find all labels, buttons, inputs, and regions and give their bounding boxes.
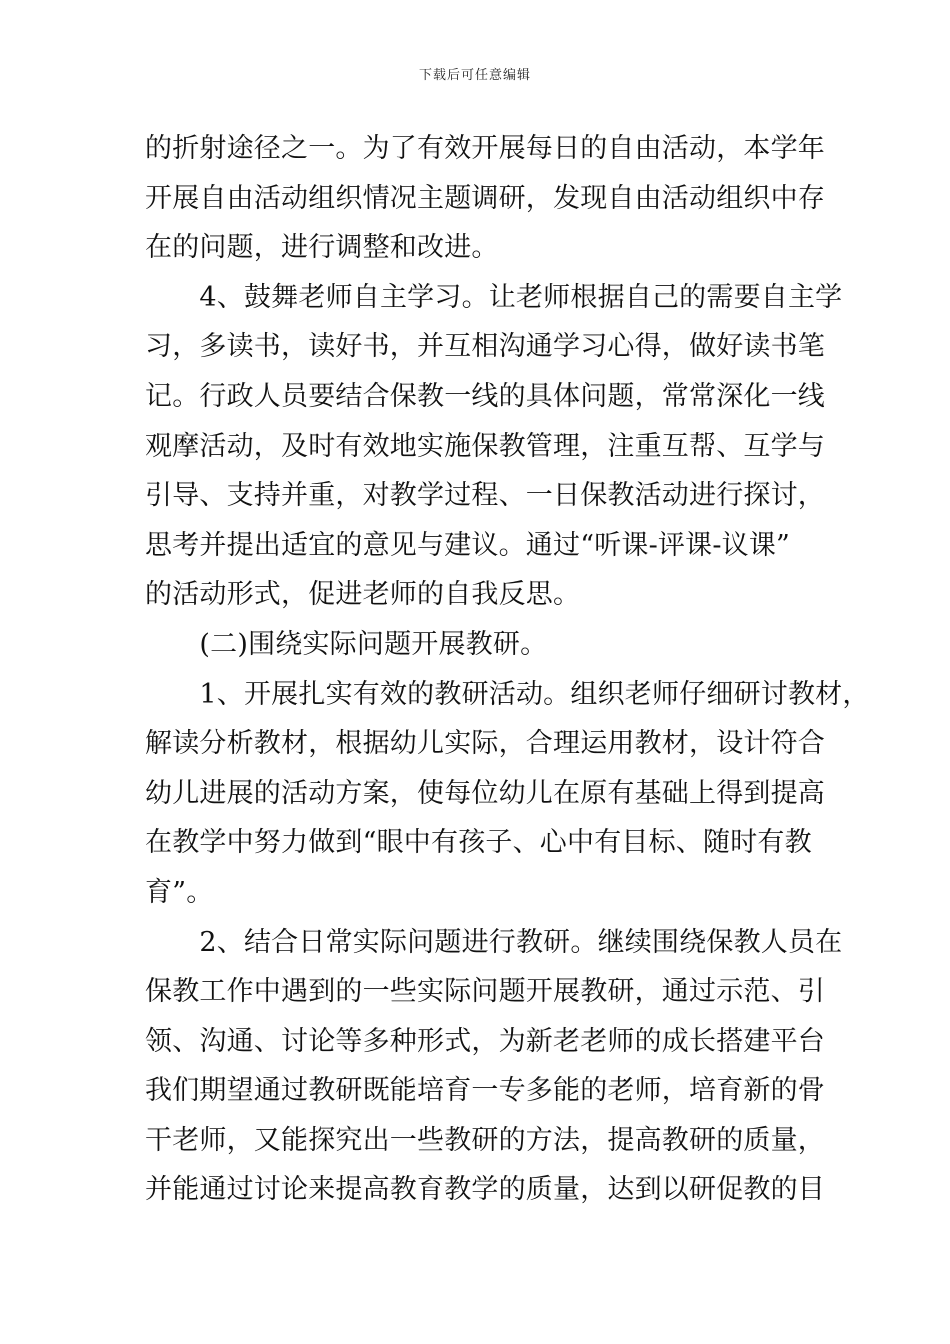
text-line: 2、结合日常实际问题进行教研。继续围绕保教人员在 — [145, 926, 843, 958]
document-body — [145, 124, 870, 1215]
text-line: 在的问题，进行调整和改进。 — [145, 232, 499, 264]
text-line: 幼儿进展的活动方案，使每位幼儿在原有基础上得到提高 — [145, 777, 825, 809]
text-line: 观摩活动，及时有效地实施保教管理，注重互帮、互学与 — [145, 430, 825, 462]
text-line: 并能通过讨论来提高教育教学的质量，达到以研促教的目 — [145, 1174, 825, 1206]
text-line: 思考并提出适宜的意见与建议。通过“听课-评课-议课” — [145, 529, 791, 561]
text-line: 的折射途径之一。为了有效开展每日的自由活动，本学年 — [145, 133, 825, 164]
text-line: 记。行政人员要结合保教一线的具体问题，常常深化一线 — [145, 380, 825, 412]
text-line: 解读分析教材，根据幼儿实际，合理运用教材，设计符合 — [145, 728, 825, 760]
page-header: 下载后可任意编辑 — [418, 68, 531, 83]
text-line: 育”。 — [145, 876, 214, 908]
text-line: 保教工作中遇到的一些实际问题开展教研，通过示范、引 — [145, 976, 825, 1008]
text-line: 干老师，又能探究出一些教研的方法，提高教研的质量， — [145, 1124, 825, 1156]
text-line: 4、鼓舞老师自主学习。让老师根据自己的需要自主学 — [145, 281, 843, 313]
text-line: 引导、支持并重，对教学过程、一日保教活动进行探讨， — [145, 480, 825, 512]
text-line: 领、沟通、讨论等多种形式，为新老老师的成长搭建平台 — [145, 1025, 825, 1057]
text-line: 开展自由活动组织情况主题调研，发现自由活动组织中存 — [145, 182, 825, 214]
text-line: 我们期望通过教研既能培育一专多能的老师，培育新的骨 — [145, 1075, 825, 1107]
text-line: 在教学中努力做到“眼中有孩子、心中有目标、随时有教 — [145, 827, 812, 859]
text-line: 1、开展扎实有效的教研活动。组织老师仔细研讨教材， — [145, 678, 870, 710]
text-line: 的活动形式，促进老师的自我反思。 — [145, 579, 581, 611]
text-line: (二)围绕实际问题开展教研。 — [145, 628, 548, 660]
text-line: 习，多读书，读好书，并互相沟通学习心得，做好读书笔 — [145, 331, 825, 363]
